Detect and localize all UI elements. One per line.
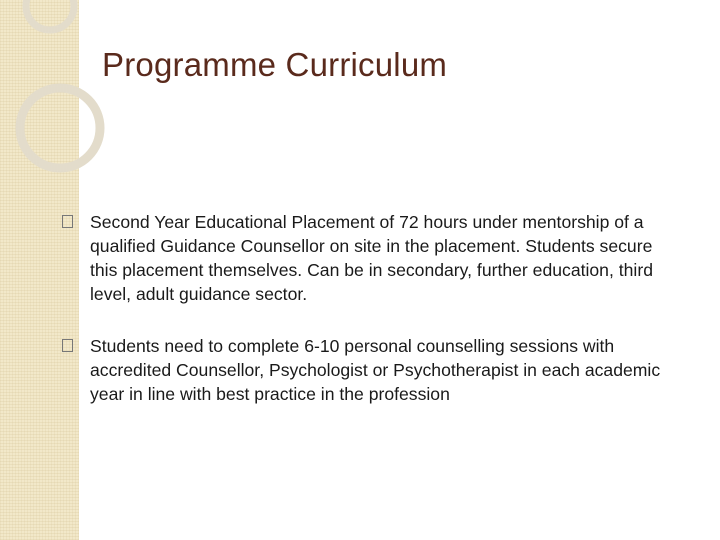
bullet-item: [62, 334, 662, 406]
missing-glyph-box-icon: [62, 215, 73, 228]
slide-title: Programme Curriculum: [102, 46, 448, 83]
ring-large: [20, 88, 100, 168]
missing-glyph-box-icon: [62, 339, 73, 352]
bullet-text: Students need to complete 6-10 personal counselling sessions with accredited Counsellor, Psychologist or Psychotherapist in each academic year in line with best practice in the profession: [90, 336, 661, 404]
decorative-rings-icon: [0, 0, 180, 220]
ring-small: [26, 0, 74, 30]
bullet-text: Second Year Educational Placement of 72 hours under mentorship of a qualified Guidance Counsellor on site in the placement. Students secure this placement themselves. Can be in secondary, further education, third level, adult guidance sector.: [90, 212, 653, 304]
bullet-item: [62, 210, 662, 306]
bullet-list: [62, 210, 662, 406]
